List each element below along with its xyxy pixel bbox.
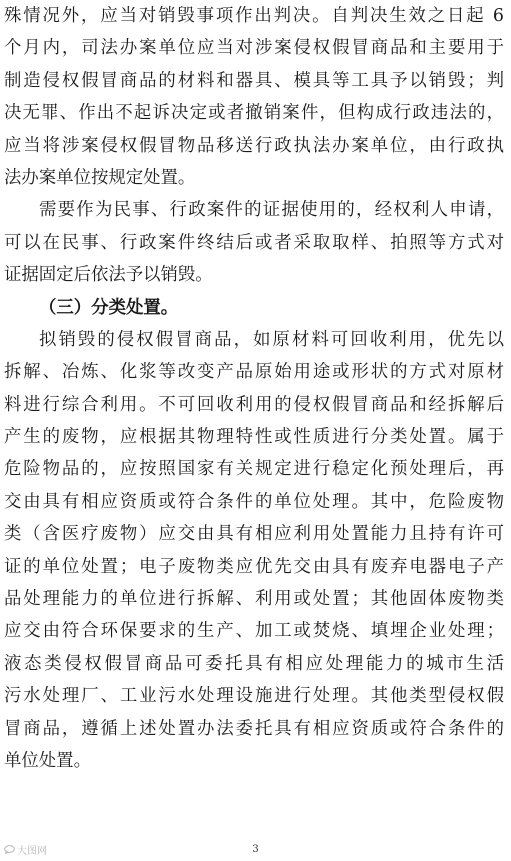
text-line: 品处理能力的单位进行拆解、利用或处置；其他固体废物类 <box>4 589 504 610</box>
text-line: 冒商品，遵循上述处置办法委托具有相应资质或符合条件的 <box>4 718 504 739</box>
text-line: 料进行综合利用。不可回收利用的侵权假冒商品和经拆解后 <box>4 394 504 415</box>
text-line: 拆解、冶炼、化浆等改变产品原始用途或形状的方式对原材 <box>4 362 504 383</box>
text-line: 危险物品的，应按照国家有关规定进行稳定化预处理后，再 <box>4 459 504 480</box>
text-line: 需要作为民事、行政案件的证据使用的，经权利人申请， <box>39 200 504 221</box>
text-line: 液态类侵权假冒商品可委托具有相应处理能力的城市生活 <box>4 653 504 674</box>
text-line: 制造侵权假冒商品的材料和器具、模具等工具予以销毁；判 <box>4 70 504 91</box>
page-number: 3 <box>252 844 259 855</box>
text-line: 决无罪、作出不起诉决定或者撤销案件，但构成行政违法的， <box>4 103 504 124</box>
text-line: 证的单位处置；电子废物类应优先交由具有废弃电器电子产 <box>4 556 504 577</box>
text-line: 污水处理厂、工业污水处理设施进行处理。其他类型侵权假 <box>4 686 504 707</box>
text-line: 个月内，司法办案单位应当对涉案侵权假冒商品和主要用于 <box>4 38 504 59</box>
text-line: 类（含医疗废物）应交由具有相应利用处置能力且持有许可 <box>4 524 504 545</box>
text-line: 应当将涉案侵权假冒物品移送行政执法办案单位，由行政执 <box>4 135 504 156</box>
text-line: 应交由符合环保要求的生产、加工或焚烧、填埋企业处理； <box>4 621 504 642</box>
text-line: 证据固定后依法予以销毁。 <box>4 265 213 286</box>
document-body <box>4 0 504 777</box>
text-line: 殊情况外，应当对销毁事项作出判决。自判决生效之日起 6 <box>4 6 504 26</box>
text-line: 拟销毁的侵权假冒商品，如原材料可回收利用，优先以 <box>39 329 504 350</box>
text-line: 交由具有相应资质或符合条件的单位处理。其中，危险废物 <box>4 491 504 512</box>
text-line: 产生的废物，应根据其物理特性或性质进行分类处置。属于 <box>4 427 504 448</box>
watermark-text: 大图网 <box>17 846 47 857</box>
text-line: 可以在民事、行政案件终结后或者采取取样、拍照等方式对 <box>4 232 504 253</box>
text-line: 单位处置。 <box>4 750 91 771</box>
text-line: 法办案单位按规定处置。 <box>4 167 196 188</box>
section-heading: （三）分类处置。 <box>39 297 179 318</box>
